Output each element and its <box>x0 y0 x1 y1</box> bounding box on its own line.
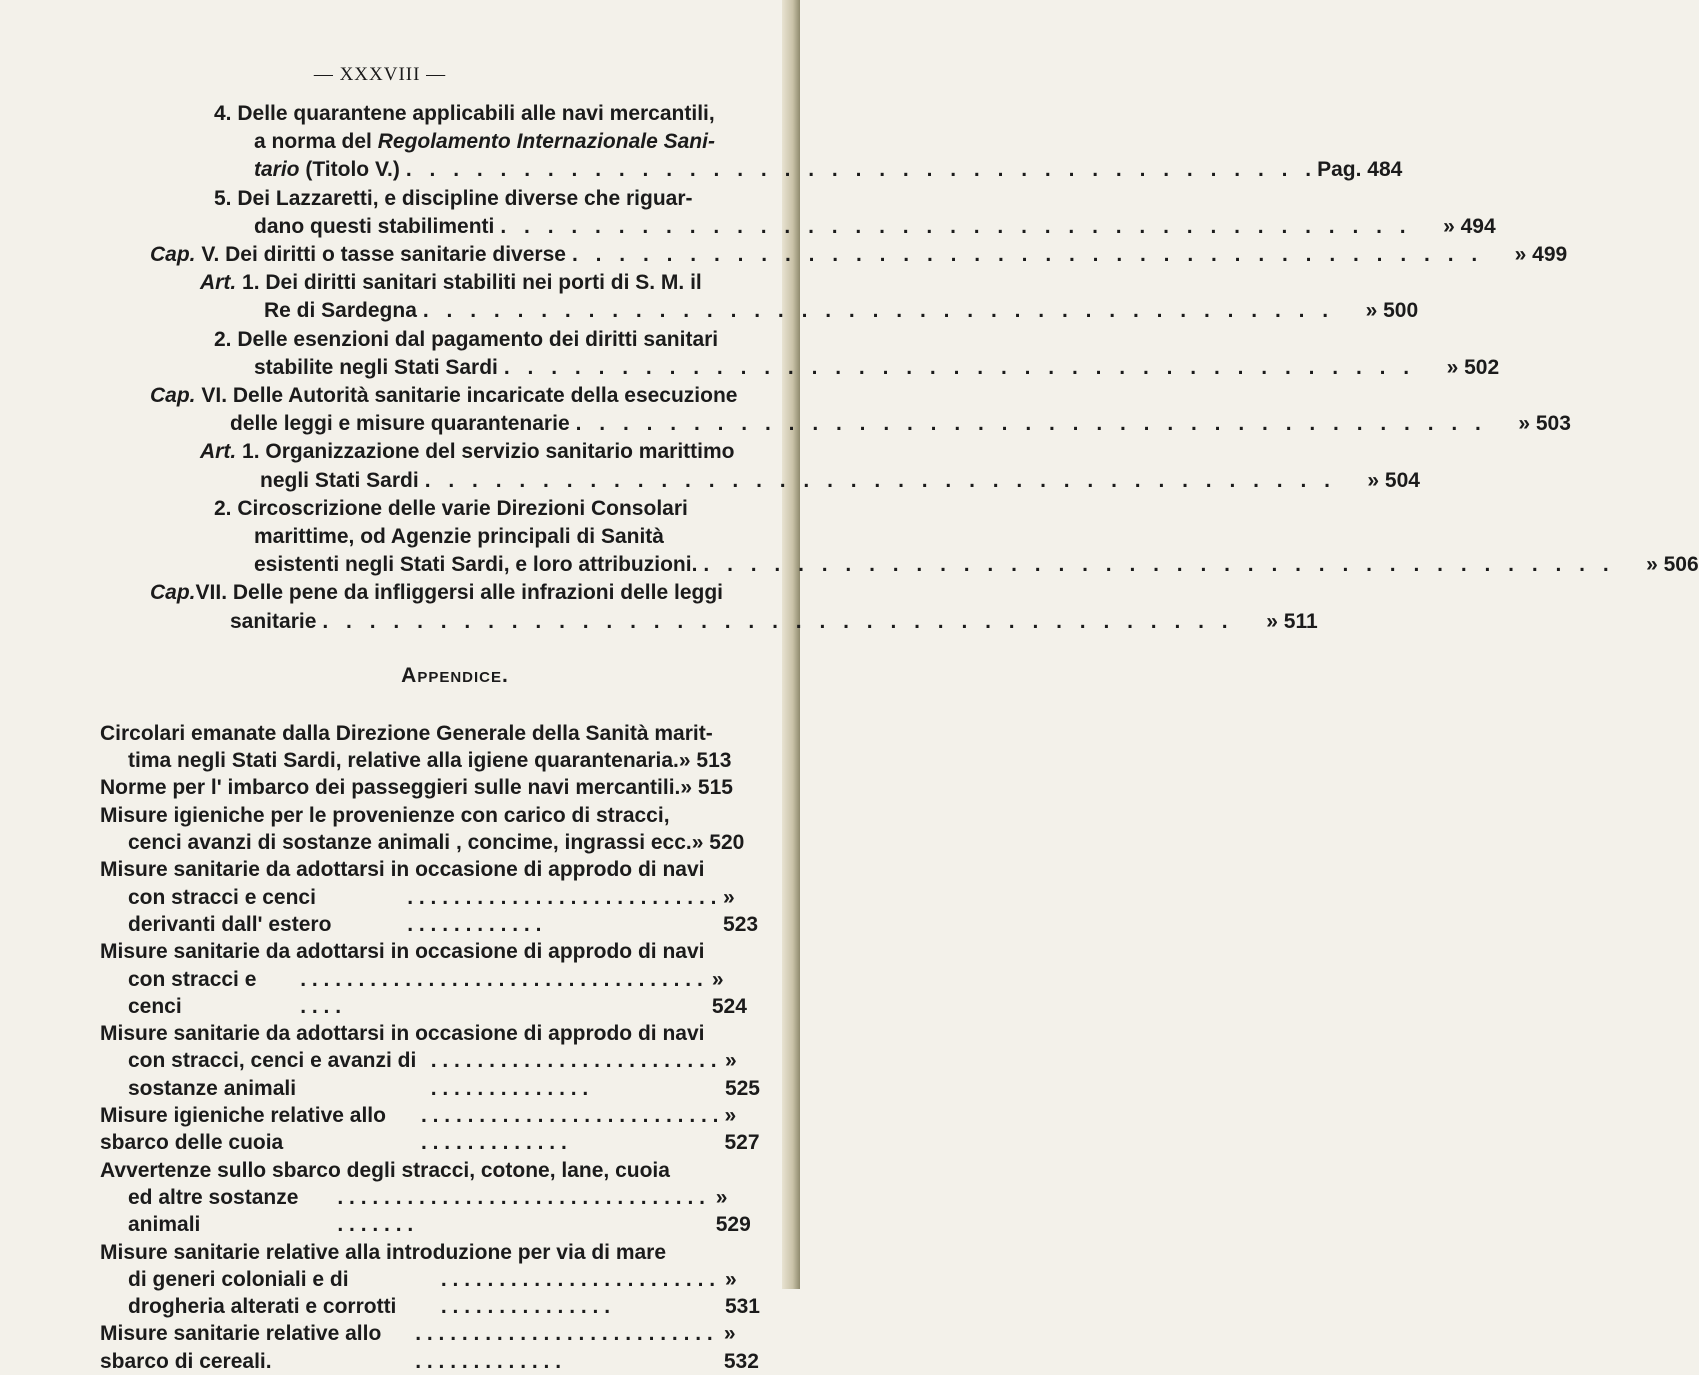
entry-text: esistenti negli Stati Sardi, e loro attribuzioni. <box>254 553 698 577</box>
leader-dots: . . . . . . . . . . . . . . . . . . . . . . . . . . . . . . . . . . . . . . . <box>703 553 1615 577</box>
page-number: Pag. 484 <box>1317 158 1403 182</box>
appendix-heading: Appendice. <box>401 663 509 687</box>
page-number: » 500 <box>1365 299 1419 323</box>
entry-text: con stracci, cenci e avanzi di sostanze animali <box>128 1049 417 1100</box>
leader-dots: . . . . . . . . . . . . . . . . . . . . . . . . . . . . . . . . . . . . . . . <box>322 609 1234 633</box>
entry-number: 2. <box>214 496 232 520</box>
toc-entry-2b <box>150 495 1699 580</box>
appendix-entry <box>100 1239 760 1321</box>
page-number: » 499 <box>1514 243 1568 267</box>
entry-text: Misure sanitarie da adottarsi in occasione di approdo di navi <box>100 858 705 882</box>
leader-dots: . . . . . . . . . . . . . . . . . . . . . . . . . . . . . . . . . . . . . . . <box>300 967 703 1018</box>
appendix-entry <box>100 1020 760 1102</box>
entry-text: (Titolo V.) <box>305 158 400 182</box>
entry-text: sanitarie <box>230 609 317 633</box>
page-number: » 532 <box>723 1322 759 1373</box>
leader-dots: . . . . . . . . . . . . . . . . . . . . . . . . . . . . . . . . . . . . . . . <box>337 1185 705 1237</box>
page-number: » 531 <box>724 1267 760 1319</box>
entry-text: negli Stati Sardi <box>260 468 419 492</box>
entry-text: Dei diritti sanitari stabiliti nei porti di S. M. il <box>265 271 702 295</box>
toc-entry-art-1b <box>150 438 1420 494</box>
entry-text: Avvertenze sullo sbarco degli stracci, cotone, lane, cuoia <box>100 1158 670 1182</box>
appendix-entry <box>100 720 760 775</box>
entry-number: VI. <box>201 384 228 408</box>
page-number: » 527 <box>724 1104 760 1155</box>
entry-italic-text: Regolamento Internazionale Sani- <box>377 130 715 154</box>
entry-text: dano questi stabilimenti <box>254 214 495 238</box>
page-number: » 494 <box>1443 214 1496 238</box>
page-number: » 524 <box>711 967 747 1018</box>
entry-text: delle leggi e misure quarantenarie <box>230 412 570 436</box>
appendix-entry <box>100 938 760 1020</box>
page-number: » 523 <box>723 885 759 936</box>
leader-dots: . . . . . . . . . . . . . . . . . . . . . . . . . . . . . . . . . . . . . . . <box>424 468 1336 492</box>
entry-number: 1. <box>242 440 260 464</box>
page-number: » 525 <box>724 1049 760 1100</box>
entry-text: Misure sanitarie relative alla introduzione per via di mare <box>100 1240 667 1264</box>
page-number: » 503 <box>1518 412 1571 436</box>
leader-dots: . . . . . . . . . . . . . . . . . . . . . . . . . . . . . . . . . . . . . . . <box>422 299 1335 323</box>
chapter-label: Cap. <box>150 243 196 267</box>
page-number: » 506 <box>1646 553 1699 577</box>
leader-dots: . . . . . . . . . . . . . . . . . . . . . . . . . . . . . . . . . . . . . . . <box>440 1267 716 1319</box>
page-number: » 529 <box>715 1185 751 1237</box>
entry-text: marittime, od Agenzie principali di Sanità <box>254 525 664 549</box>
entry-number: 1. <box>242 271 260 295</box>
leader-dots: . . . . . . . . . . . . . . . . . . . . . . . . . . . . . . . . . . . . . . . <box>503 355 1416 379</box>
appendix-entry <box>100 1102 760 1157</box>
article-label: Art. <box>200 440 237 464</box>
leader-dots: . . . . . . . . . . . . . . . . . . . . . . . . . . . . . . . . . . . . . . . <box>500 214 1412 238</box>
entry-text: Organizzazione del servizio sanitario marittimo <box>265 440 735 464</box>
entry-number: 4. <box>214 102 232 125</box>
leader-dots: . . . . . . . . . . . . . . . . . . . . . . . . . . . . . . . . . . . . . . . <box>430 1049 717 1100</box>
entry-text: Re di Sardegna <box>264 299 417 323</box>
entry-number: VII. <box>195 581 228 605</box>
appendix-entry <box>100 1157 760 1239</box>
toc-entry-2a <box>150 326 1500 382</box>
table-of-contents <box>100 100 1699 1375</box>
entry-text: Norme per l' imbarco dei passeggieri sulle navi mercantili. <box>100 776 681 800</box>
leader-dots: . . . . . . . . . . . . . . . . . . . . . . . . . . . . . . . . . . . . . . . <box>415 1322 713 1373</box>
entry-text: con stracci e cenci <box>128 967 257 1018</box>
appendix-entry <box>100 802 760 857</box>
toc-entry-cap-v <box>150 241 1568 269</box>
toc-entry-cap-vii <box>150 579 1318 635</box>
entry-text: cenci avanzi di sostanze animali , concime, ingrassi ecc. <box>128 831 692 855</box>
entry-text: Delle pene da infliggersi alle infrazioni delle leggi <box>232 581 723 605</box>
entry-text: Misure sanitarie da adottarsi in occasione di approdo di navi <box>100 940 705 964</box>
toc-entry-cap-vi <box>150 382 1571 438</box>
entry-text: Delle esenzioni dal pagamento dei diritti sanitari <box>237 327 719 351</box>
entry-text: Misure igieniche per le provenienze con carico di stracci, <box>100 803 670 827</box>
leader-dots: . . . . . . . . . . . . . . . . . . . . . . . . . . . . . . . . . . . . . . . <box>575 412 1487 436</box>
page-number: » 515 <box>680 776 733 800</box>
appendix-list <box>100 720 760 1375</box>
page-number: » 504 <box>1367 468 1420 492</box>
entry-text: con stracci e cenci derivanti dall' estero <box>128 885 332 936</box>
entry-text: a norma del <box>254 130 372 154</box>
entry-text: tima negli Stati Sardi, relative alla igiene quarantenaria. <box>128 749 679 773</box>
appendix-entry <box>100 774 760 801</box>
entry-text: Circoscrizione delle varie Direzioni Consolari <box>237 496 688 520</box>
entry-number: 2. <box>214 327 232 351</box>
entry-text: ed altre sostanze animali <box>128 1185 299 1237</box>
article-label: Art. <box>200 271 237 295</box>
leader-dots: . . . . . . . . . . . . . . . . . . . . . . . . . . . . . . . . . . . . . . . <box>407 885 717 936</box>
entry-italic-text: tario <box>254 158 300 182</box>
leader-dots: . . . . . . . . . . . . . . . . . . . . . . . . . . . . . . . . . . . . . . . <box>420 1104 719 1155</box>
chapter-label: Cap. <box>150 384 196 408</box>
entry-text: stabilite negli Stati Sardi <box>254 355 498 379</box>
toc-entry-5 <box>150 185 1496 241</box>
appendix-entry <box>100 856 760 938</box>
page-number: » 511 <box>1266 609 1318 633</box>
entry-number: V. <box>201 243 220 267</box>
leader-dots: . . . . . . . . . . . . . . . . . . . . . . . . . . . . . . . . . . . . . . . <box>571 243 1484 267</box>
entry-text: Misure igieniche relative allo sbarco delle cuoia <box>100 1104 386 1155</box>
entry-text: di generi coloniali e di drogheria alterati e corrotti <box>128 1267 397 1319</box>
page-edge <box>782 0 800 1289</box>
entry-text: Delle Autorità sanitarie incaricate della esecuzione <box>232 384 738 408</box>
entry-text: Dei Lazzaretti, e discipline diverse che riguar- <box>237 186 693 210</box>
chapter-label: Cap. <box>150 581 196 605</box>
toc-entry-4 <box>150 100 1403 185</box>
entry-text: Misure sanitarie da adottarsi in occasione di approdo di navi <box>100 1022 705 1046</box>
page-number: » 520 <box>691 831 745 855</box>
entry-text: Circolari emanate dalla Direzione Generale della Sanità marit- <box>100 721 713 745</box>
page-number: » 502 <box>1446 355 1500 379</box>
page-header: — XXXVIII — <box>313 64 447 85</box>
leader-dots: . . . . . . . . . . . . . . . . . . . . . . . . . . . . . . . . . . . . . . . <box>405 158 1318 182</box>
appendix-entry <box>100 1320 760 1375</box>
entry-text: Delle quarantene applicabili alle navi mercantili, <box>237 102 715 125</box>
toc-entry-art-1 <box>150 269 1419 325</box>
page-number: » 513 <box>678 749 732 773</box>
entry-text: Dei diritti o tasse sanitarie diverse <box>225 243 566 267</box>
entry-number: 5. <box>214 186 232 210</box>
entry-text: Misure sanitarie relative allo sbarco di cereali. <box>100 1322 382 1373</box>
